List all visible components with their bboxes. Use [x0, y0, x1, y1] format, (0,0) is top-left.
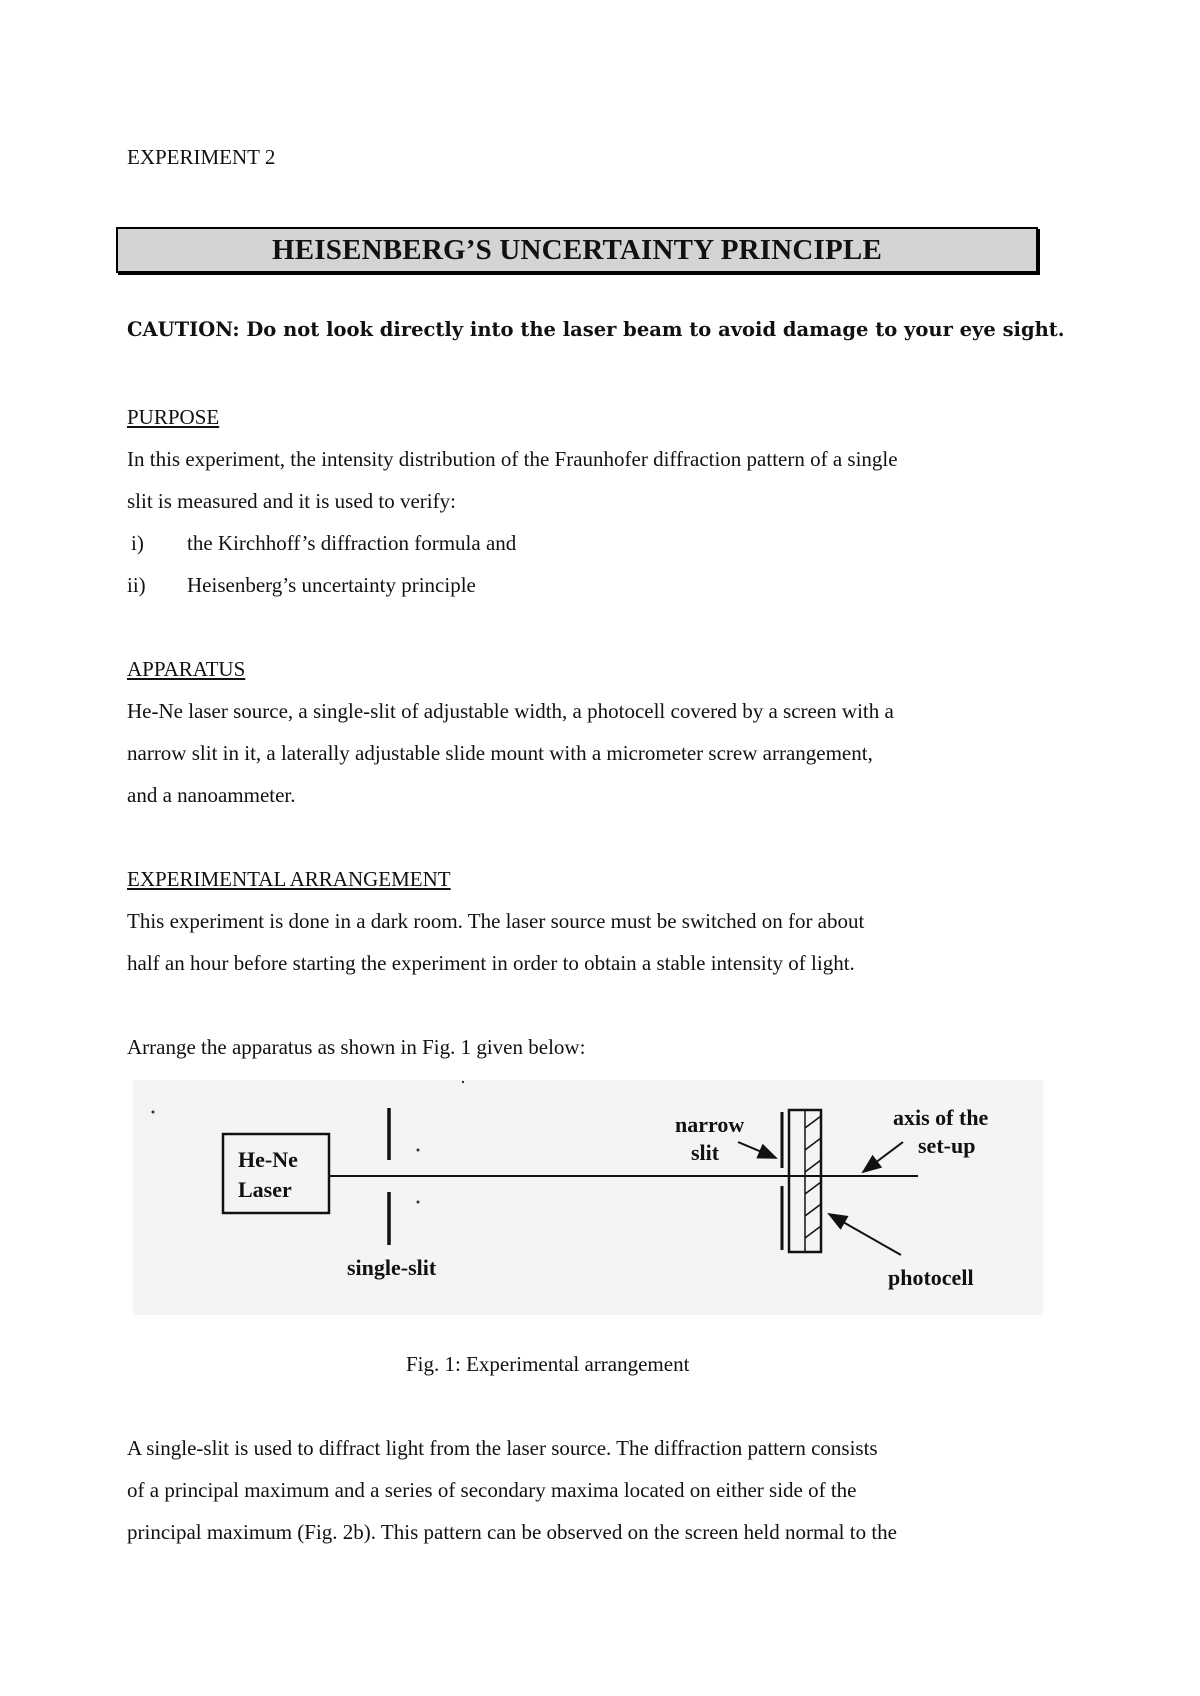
arrangement-line: This experiment is done in a dark room. The laser source must be switched on for about [127, 909, 865, 933]
list-item-text: the Kirchhoff’s diffraction formula and [187, 531, 517, 555]
scan-speck [152, 1111, 155, 1114]
single-slit-label: single-slit [347, 1255, 437, 1280]
photocell-label: photocell [888, 1265, 974, 1290]
photocell-arrow [829, 1214, 901, 1255]
caution-text: CAUTION: Do not look directly into the laser beam to avoid damage to your eye sight. [127, 318, 1065, 341]
narrow-slit-arrow [738, 1142, 776, 1158]
list-item-number: ii) [127, 573, 146, 597]
page-title: HEISENBERG’S UNCERTAINTY PRINCIPLE [271, 233, 883, 266]
scan-speck [417, 1201, 420, 1204]
laser-label-line2: Laser [238, 1177, 292, 1202]
arrangement-intro: Arrange the apparatus as shown in Fig. 1 given below: [127, 1035, 586, 1059]
figure-caption: Fig. 1: Experimental arrangement [406, 1352, 690, 1376]
body-line: principal maximum (Fig. 2b). This pattern can be observed on the screen held normal to the [127, 1520, 897, 1544]
title-box [116, 227, 1038, 273]
apparatus-line: and a nanoammeter. [127, 783, 296, 807]
purpose-heading: PURPOSE [127, 405, 220, 429]
body-line: A single-slit is used to diffract light from the laser source. The diffraction pattern consists [127, 1436, 878, 1460]
apparatus-heading: APPARATUS [127, 657, 246, 681]
arrangement-heading: EXPERIMENTAL ARRANGEMENT [127, 867, 451, 891]
body-line: of a principal maximum and a series of secondary maxima located on either side of the [127, 1478, 857, 1502]
scan-speck [462, 1081, 464, 1083]
purpose-line: slit is measured and it is used to verify: [127, 489, 456, 513]
axis-label-line2: set-up [918, 1133, 976, 1158]
figure-experimental-arrangement [133, 1080, 1043, 1315]
experiment-number: EXPERIMENT 2 [127, 145, 276, 169]
narrow-slit-label-line1: narrow [675, 1112, 745, 1137]
axis-arrow [863, 1142, 903, 1172]
list-item-text: Heisenberg’s uncertainty principle [187, 573, 476, 597]
apparatus-line: narrow slit in it, a laterally adjustable slide mount with a micrometer screw arrangement, [127, 741, 873, 765]
narrow-slit-label-line2: slit [691, 1140, 720, 1165]
arrangement-diagram [133, 1080, 1043, 1315]
arrangement-line: half an hour before starting the experiment in order to obtain a stable intensity of light. [127, 951, 855, 975]
laser-label-line1: He-Ne [238, 1147, 298, 1172]
apparatus-line: He-Ne laser source, a single-slit of adjustable width, a photocell covered by a screen with a [127, 699, 894, 723]
purpose-line: In this experiment, the intensity distribution of the Fraunhofer diffraction pattern of a single [127, 447, 898, 471]
list-item-number: i) [131, 531, 144, 555]
axis-label-line1: axis of the [893, 1105, 989, 1130]
scan-speck [417, 1149, 420, 1152]
